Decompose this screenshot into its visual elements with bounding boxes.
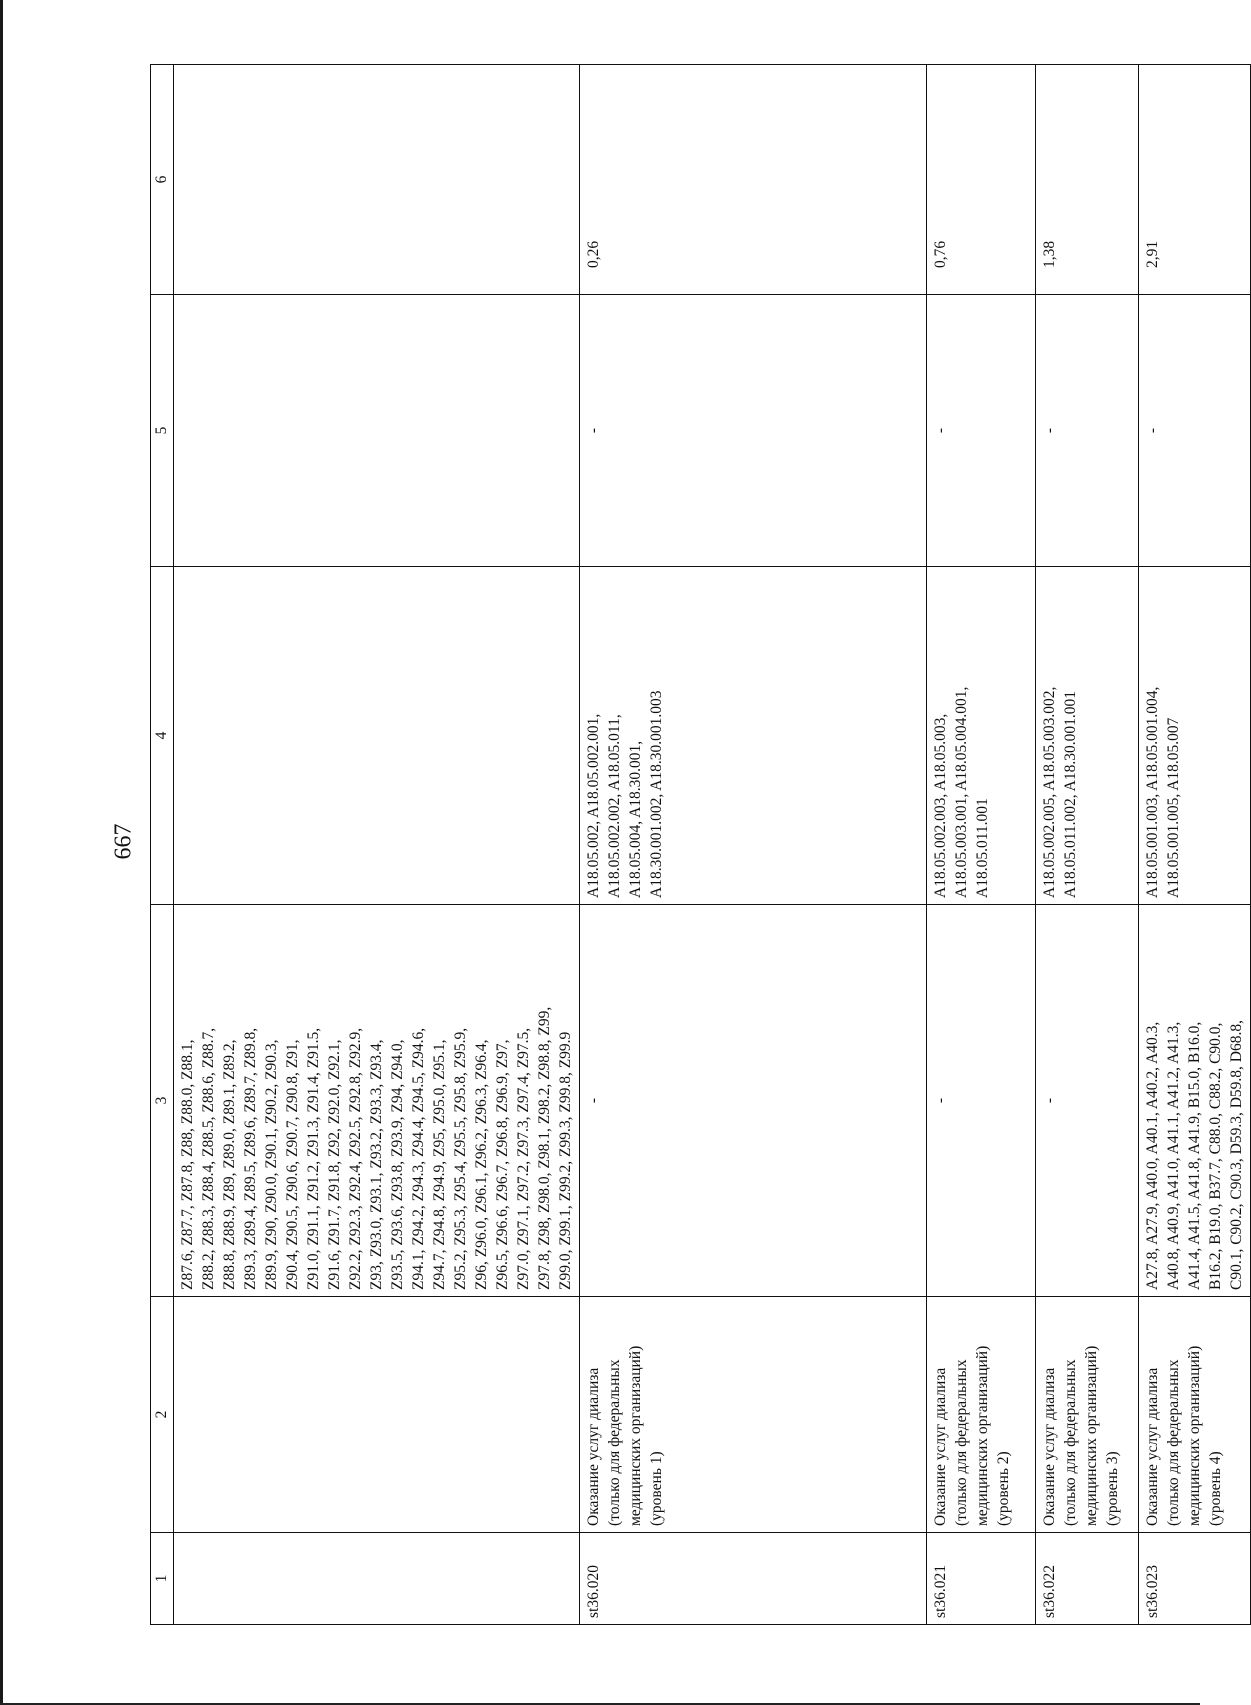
diagnosis-codes-cell: Z87.6, Z87.7, Z87.8, Z88, Z88.0, Z88.1, Z88.2, Z88.3, Z88.4, Z88.5, Z88.6, Z88.7, Z88.8, Z88.9, Z89, Z89.0, Z89.1, Z89.2, Z89.3, Z89.4, Z89.5, Z89.6, Z89.7, Z89.8, Z89.9, Z90, Z90.0, Z90.1, Z90.2, Z90.3, Z90.4, Z90.5, Z90.6, Z90.7, Z90.8, Z91, Z91.0, Z91.1, Z91.2, Z91.3, Z91.4, Z91.5, Z91.6, Z91.7, Z91.8, Z92, Z92.0, Z92.1, Z92.2, Z92.3, Z92.4, Z92.5, Z92.8, Z92.9, Z93, Z93.0, Z93.1, Z93.2, Z93.3, Z93.4, Z93.5, Z93.6, Z93.8, Z93.9, Z94, Z94.0, Z94.1, Z94.2, Z94.3, Z94.4, Z94.5, Z94.6, Z94.7, Z94.8, Z94.9, Z95, Z95.0, Z95.1, Z95.2, Z95.3, Z95.4, Z95.5, Z95.8, Z95.9, Z96, Z96.0, Z96.1, Z96.2, Z96.3, Z96.4, Z96.5, Z96.6, Z96.7, Z96.8, Z96.9, Z97, Z97.0, Z97.1, Z97.2, Z97.3, Z97.4, Z97.5, Z97.8, Z98, Z98.0, Z98.1, Z98.2, Z98.8, Z99, Z99.0, Z99.1, Z99.2, Z99.3, Z99.8, Z99.9 <box>174 905 580 1297</box>
column-header: 2 <box>151 1297 174 1533</box>
empty-cell <box>174 295 580 567</box>
service-codes-cell: A18.05.002.003, A18.05.003, A18.05.003.001, A18.05.004.001, A18.05.011.001 <box>927 567 1036 905</box>
scan-left-edge <box>0 0 3 1705</box>
table-row <box>927 65 1036 1625</box>
column-header: 1 <box>151 1533 174 1625</box>
coefficient-cell: 2,91 <box>1139 65 1251 295</box>
group-name-cell: Оказание услуг диализа (только для федеральных медицинских организаций) (уровень 3) <box>1036 1297 1139 1533</box>
empty-cell <box>174 567 580 905</box>
table-row <box>580 65 927 1625</box>
column-header: 6 <box>151 65 174 295</box>
group-code-cell: st36.020 <box>580 1533 927 1625</box>
column-header: 5 <box>151 295 174 567</box>
rotated-table-frame <box>150 65 1245 1625</box>
diagnosis-codes-cell: - <box>1036 905 1139 1297</box>
group-code-cell: st36.023 <box>1139 1533 1251 1625</box>
coefficient-cell: 0,26 <box>580 65 927 295</box>
column-number-row <box>151 65 174 1625</box>
group-code-cell: st36.021 <box>927 1533 1036 1625</box>
group-code-cell: st36.022 <box>1036 1533 1139 1625</box>
empty-cell <box>174 1533 580 1625</box>
coefficient-cell: 0,76 <box>927 65 1036 295</box>
other-criteria-cell: - <box>927 295 1036 567</box>
table-row <box>1139 65 1251 1625</box>
diagnosis-codes-cell: - <box>580 905 927 1297</box>
service-codes-cell: A18.05.002.005, A18.05.003.002, A18.05.011.002, A18.30.001.001 <box>1036 567 1139 905</box>
diagnosis-codes-cell: A27.8, A27.9, A40.0, A40.1, A40.2, A40.3, A40.8, A40.9, A41.0, A41.1, A41.2, A41.3, A41.4, A41.5, A41.8, A41.9, B15.0, B16.0, B16.2, B19.0, B37.7, C88.0, C88.2, C90.0, C90.1, C90.2, C90.3, D59.3, D59.8, D68.8, <box>1139 905 1251 1297</box>
diagnosis-codes-cell: - <box>927 905 1036 1297</box>
continuation-row <box>174 65 580 1625</box>
column-header: 3 <box>151 905 174 1297</box>
other-criteria-cell: - <box>1139 295 1251 567</box>
service-codes-cell: A18.05.002, A18.05.002.001, A18.05.002.002, A18.05.011, A18.05.004, A18.30.001, A18.30.001.002, A18.30.001.003 <box>580 567 927 905</box>
group-name-cell: Оказание услуг диализа (только для федеральных медицинских организаций) (уровень 1) <box>580 1297 927 1533</box>
page-number: 667 <box>110 823 137 860</box>
other-criteria-cell: - <box>580 295 927 567</box>
empty-cell <box>174 1297 580 1533</box>
service-codes-cell: A18.05.001.003, A18.05.001.004, A18.05.001.005, A18.05.007 <box>1139 567 1251 905</box>
coefficient-cell: 1,38 <box>1036 65 1139 295</box>
group-name-cell: Оказание услуг диализа (только для федеральных медицинских организаций) (уровень 2) <box>927 1297 1036 1533</box>
column-header: 4 <box>151 567 174 905</box>
other-criteria-cell: - <box>1036 295 1139 567</box>
table-row <box>1036 65 1139 1625</box>
csg-table <box>150 64 1251 1625</box>
group-name-cell: Оказание услуг диализа (только для федеральных медицинских организаций) (уровень 4) <box>1139 1297 1251 1533</box>
empty-cell <box>174 65 580 295</box>
